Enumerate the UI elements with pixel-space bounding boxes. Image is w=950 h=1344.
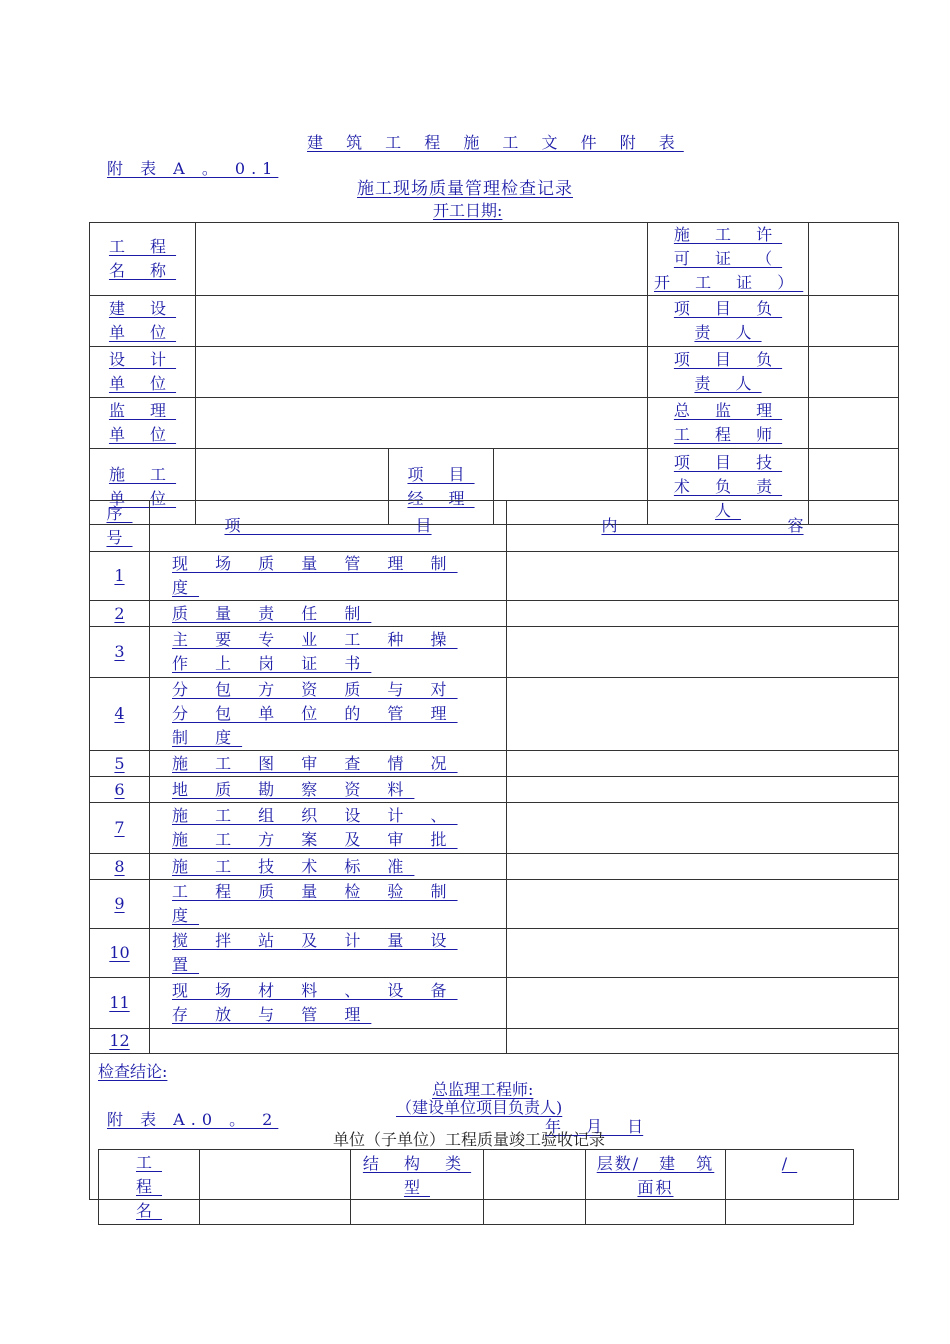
- col-item-header: 项 目: [150, 501, 507, 552]
- label-chief-engineer: 总 监 理 工 程 师: [648, 398, 809, 449]
- signature-date: 年 月 日: [545, 1117, 644, 1136]
- row-content[interactable]: [507, 751, 899, 777]
- check-table-header: [90, 501, 899, 552]
- col-no-header: 序 号: [90, 501, 150, 552]
- label-contractor: 施 工 单 位: [90, 449, 196, 525]
- row-item: 现 场 质 量 管 理 制 度: [150, 552, 507, 601]
- row-no: 7: [90, 803, 150, 854]
- row-content[interactable]: [507, 1029, 899, 1054]
- label-floors-area: 层数/ 建 筑面积: [586, 1150, 726, 1225]
- label-supervisor: 监 理 单 位: [90, 398, 196, 449]
- value-project-name-2[interactable]: [200, 1150, 351, 1225]
- row-item: 施 工 技 术 标 准: [150, 854, 507, 880]
- value-designer-pm[interactable]: [809, 347, 899, 398]
- label-structure: 结 构 类 型: [351, 1150, 484, 1225]
- row-no: 2: [90, 601, 150, 627]
- completion-table: [98, 1149, 854, 1225]
- table-row: [90, 627, 899, 678]
- row-no: 9: [90, 880, 150, 929]
- label-project-name-2: 工 程 名: [99, 1150, 200, 1225]
- appendix-label-2: 附 表 A.0 。 2: [107, 1110, 279, 1129]
- row-item: 工 程 质 量 检 验 制 度: [150, 880, 507, 929]
- table-row: [90, 601, 899, 627]
- value-project-name[interactable]: [196, 223, 648, 296]
- row-item: 施 工 图 审 查 情 况: [150, 751, 507, 777]
- row-no: 3: [90, 627, 150, 678]
- table-row: [90, 978, 899, 1029]
- row-content[interactable]: [507, 880, 899, 929]
- row-no: 1: [90, 552, 150, 601]
- start-date-label: 开工日期:: [433, 201, 503, 220]
- value-chief-engineer[interactable]: [809, 398, 899, 449]
- row-content[interactable]: [507, 678, 899, 751]
- signer-alt-label: （建设单位项目负责人): [396, 1098, 563, 1117]
- label-project-name: 工 程 名 称: [90, 223, 196, 296]
- row-no: 12: [90, 1029, 150, 1054]
- table-row: [90, 803, 899, 854]
- table-row: [90, 751, 899, 777]
- second-form-title: 单位（子单位）工程质量竣工验收记录: [333, 1130, 606, 1149]
- row-no: 5: [90, 751, 150, 777]
- label-permit: 施 工 许 可 证 （ 开 工 证 ）: [648, 223, 809, 296]
- table-row: [90, 777, 899, 803]
- value-floors-area[interactable]: /: [726, 1150, 854, 1225]
- table-row: [90, 854, 899, 880]
- row-item: 搅 拌 站 及 计 量 设 置: [150, 929, 507, 978]
- doc-title: 建 筑 工 程 施 工 文 件 附 表: [307, 133, 684, 152]
- value-permit[interactable]: [809, 223, 899, 296]
- row-item: 现 场 材 料 、 设 备 存 放 与 管 理: [150, 978, 507, 1029]
- row-content[interactable]: [507, 929, 899, 978]
- row-item: 施 工 组 织 设 计 、 施 工 方 案 及 审 批: [150, 803, 507, 854]
- value-owner-pm[interactable]: [809, 296, 899, 347]
- appendix-label-1: 附 表 A 。 0.1: [107, 159, 279, 178]
- row-item: 分 包 方 资 质 与 对 分 包 单 位 的 管 理 制 度: [150, 678, 507, 751]
- row-content[interactable]: [507, 552, 899, 601]
- col-content-header: 内 容: [507, 501, 899, 552]
- info-table: [89, 222, 899, 525]
- check-table: [89, 500, 899, 1200]
- value-structure[interactable]: [484, 1150, 586, 1225]
- row-no: 6: [90, 777, 150, 803]
- table-row: [90, 1029, 899, 1054]
- form-title: 施工现场质量管理检查记录: [357, 179, 573, 199]
- row-content[interactable]: [507, 803, 899, 854]
- row-item: [150, 1029, 507, 1054]
- row-no: 4: [90, 678, 150, 751]
- value-supervisor[interactable]: [196, 398, 648, 449]
- signer-label: 总监理工程师:: [432, 1080, 534, 1099]
- row-no: 11: [90, 978, 150, 1029]
- table-row: [90, 552, 899, 601]
- row-no: 10: [90, 929, 150, 978]
- row-content[interactable]: [507, 627, 899, 678]
- table-row: [90, 929, 899, 978]
- label-owner-pm: 项 目 负 责 人: [648, 296, 809, 347]
- row-item: 主 要 专 业 工 种 操 作 上 岗 证 书: [150, 627, 507, 678]
- label-tech-lead: 项 目 技 术 负 责 人: [648, 449, 809, 525]
- label-designer: 设 计 单 位: [90, 347, 196, 398]
- row-content[interactable]: [507, 854, 899, 880]
- row-no: 8: [90, 854, 150, 880]
- row-item: 质 量 责 任 制: [150, 601, 507, 627]
- table-row: [90, 678, 899, 751]
- label-designer-pm: 项 目 负 责 人: [648, 347, 809, 398]
- row-content[interactable]: [507, 601, 899, 627]
- value-designer[interactable]: [196, 347, 648, 398]
- table-row: [90, 880, 899, 929]
- value-owner[interactable]: [196, 296, 648, 347]
- row-content[interactable]: [507, 777, 899, 803]
- label-project-manager: 项 目 经 理: [389, 449, 494, 525]
- row-item: 地 质 勘 察 资 料: [150, 777, 507, 803]
- conclusion-label: 检查结论:: [98, 1062, 168, 1081]
- row-content[interactable]: [507, 978, 899, 1029]
- label-owner: 建 设 单 位: [90, 296, 196, 347]
